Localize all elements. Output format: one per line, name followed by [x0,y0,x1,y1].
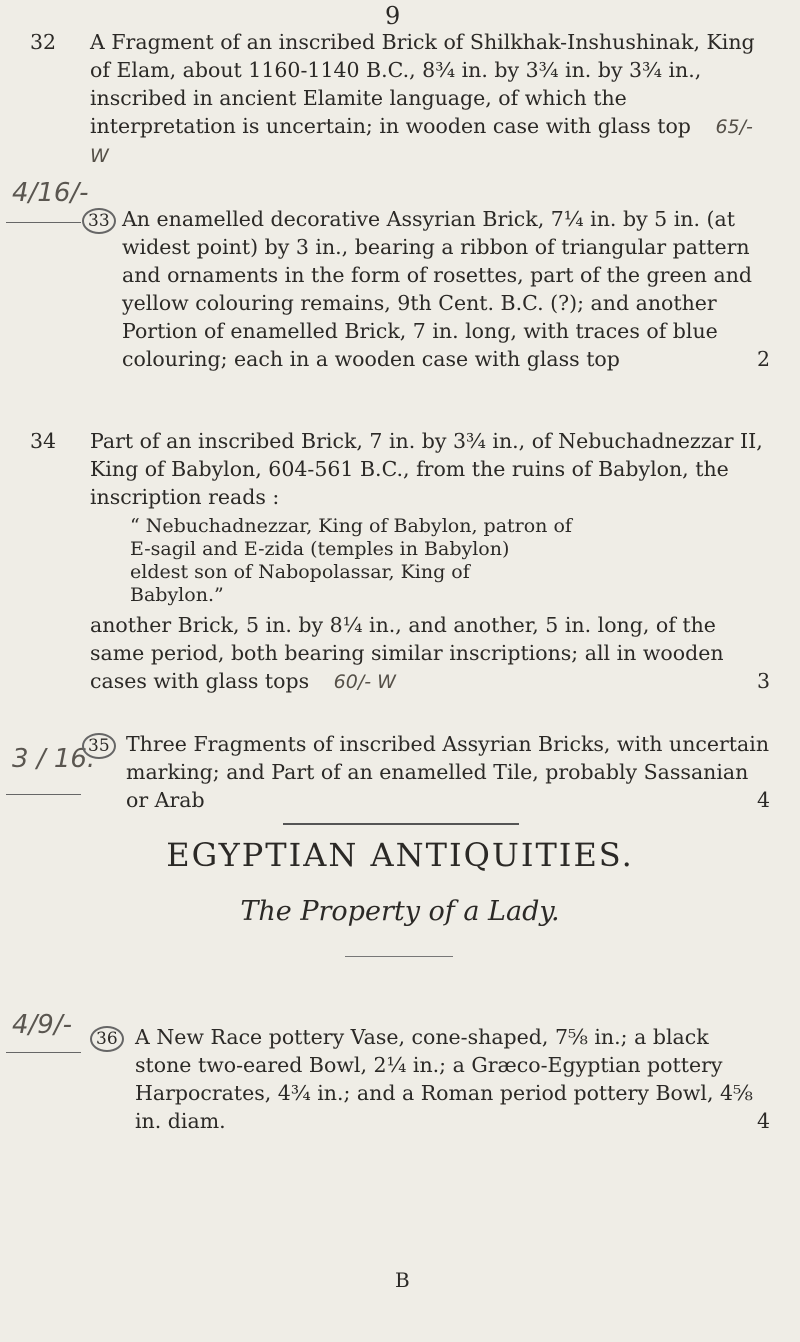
lot-description-continued: another Brick, 5 in. by 8¼ in., and another, 5 in. long, of the same period, both bearing similar inscriptions; all in wooden cases with glass tops [90,613,724,693]
lot-description: Three Fragments of inscribed Assyrian Bricks, with uncertain marking; and Part of an enamelled Tile, probably Sassanian or Arab [126,732,770,812]
lot-35 [30,730,770,814]
circled-lot-number: 33 [82,208,116,234]
lot-33 [30,205,770,373]
quote-line: Babylon.” [130,584,224,606]
section-divider [283,823,519,825]
lot-number: 34 [30,429,57,453]
handwritten-annotation: 3 / 16. [12,744,96,774]
circled-lot-number: 36 [90,1026,124,1052]
signature-letter: B [395,1268,410,1292]
lot-36 [30,1023,770,1135]
lot-number [90,1023,126,1052]
circled-lot-number: 35 [82,733,116,759]
lot-number [82,730,118,759]
handwritten-price: 60/- W [333,671,396,693]
inscription-quote [130,515,770,607]
lot-description: A Fragment of an inscribed Brick of Shilkhak-Inshushinak, King of Elam, about 1160-1140 B.C., 8¾ in. by 3¾ in. by 3¾ in., inscribed in ancient Elamite language, of which the interpretation is uncertain; in wooden case with glass top [90,30,755,138]
quote-line: E-sagil and E-zida (temples in Babylon) [130,538,510,560]
lot-price: 4 [756,788,770,812]
section-title: EGYPTIAN ANTIQUITIES. [166,836,634,874]
lot-number: 32 [30,30,57,54]
lot-price: 4 [756,1109,770,1133]
lot-number [82,205,118,234]
handwritten-annotation: 4/9/- [12,1010,72,1040]
subtitle-divider [345,956,453,957]
lot-description: Part of an inscribed Brick, 7 in. by 3¾ in., of Nebuchadnezzar II, King of Babylon, 604-561 B.C., from the ruins of Babylon, the inscription reads : [90,429,763,509]
section-subtitle: The Property of a Lady. [240,896,560,927]
lot-description: An enamelled decorative Assyrian Brick, 7¼ in. by 5 in. (at widest point) by 3 in., bearing a ribbon of triangular pattern and ornaments in the form of rosettes, part of the green and yellow colouring remains, 9th Cent. B.C. (?); and another Portion of enamelled Brick, 7 in. long, with traces of blue colouring; each in a wooden case with glass top [122,207,753,371]
quote-line: “ Nebuchadnezzar, King of Babylon, patron of [130,515,572,537]
lot-description: A New Race pottery Vase, cone-shaped, 7⅝ in.; a black stone two-eared Bowl, 2¼ in.; a Græco-Egyptian pottery Harpocrates, 4¾ in.; and a Roman period pottery Bowl, 4⅝ in. diam. [135,1025,753,1133]
handwritten-price: 65/- W [90,116,753,167]
lot-32 [30,28,770,170]
lot-price: 3 [756,669,770,693]
page-number: 9 [385,2,401,30]
quote-line: eldest son of Nabopolassar, King of [130,561,470,583]
lot-34 [30,427,770,696]
lot-price: 2 [756,347,770,371]
handwritten-annotation: 4/16/- [12,178,89,208]
